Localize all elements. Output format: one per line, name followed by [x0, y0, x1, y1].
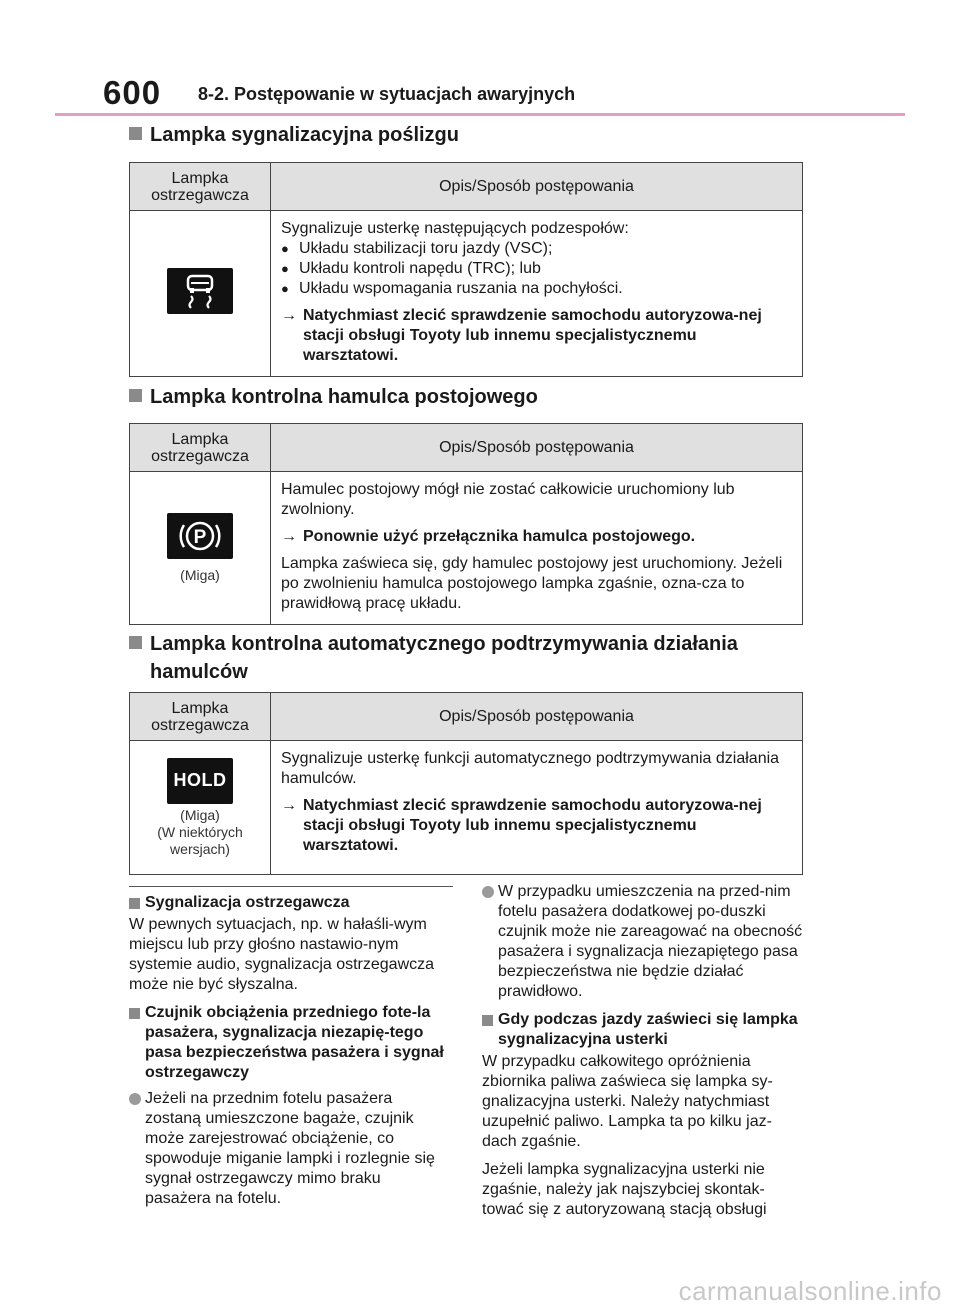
table-header-lamp: Lampka ostrzegawcza: [130, 424, 271, 472]
note-heading: Czujnik obciążenia przedniego fote-la pasażera, sygnalizacja niezapię-tego pasa bezpieczeństwa pasażera i sygnał ostrzegawczy: [129, 1003, 449, 1083]
lamp-icon-cell: [130, 472, 271, 625]
table-header-description: Opis/Sposób postępowania: [271, 424, 803, 472]
lamp-description-cell: Hamulec postojowy mógł nie zostać całkowicie uruchomiony lub zwolniony. → Ponownie użyć przełącznika hamulca postojowego. Lampka zaświeca się, gdy hamulec postojowy jest uruchomiony. Jeżeli po zwolnieniu hamulca postojowego lampka zgaśnie, ozna-cza to prawidłową pracę układu.: [271, 472, 803, 625]
lamp-description-cell: Sygnalizuje usterkę następujących podzespołów: ● Układu stabilizacji toru jazdy (VSC); ● Układu kontroli napędu (TRC); lub ● Układu wspomagania ruszania na pochyłości. → Natychmiast zlecić sprawdzenie samochodu autoryzowa-nej stacji obsługi Toyoty lub innemu specjalistycznemu warsztatowi.: [271, 211, 803, 377]
table-header-description: Opis/Sposób postępowania: [271, 163, 803, 211]
note-paragraph: W przypadku całkowitego opróżnienia zbiornika paliwa zaświeca się lampka sy-gnalizacyjna usterki. Należy natychmiast uzupełnić paliwo. Lampka ta po kilku jaz-dach zgaśnie.: [482, 1053, 773, 1150]
page-number: 600: [103, 74, 162, 111]
arrow-icon: →: [281, 307, 297, 324]
note-paragraph: Jeżeli lampka sygnalizacyjna usterki nie zgaśnie, należy jak najszybciej skontak-tować się z autoryzowaną stacją obsługi: [482, 1161, 767, 1218]
section-title-brake-hold: Lampka kontrolna automatycznego podtrzymywania działania hamulców: [129, 630, 738, 686]
list-item: W przypadku umieszczenia na przed-nim fotelu pasażera dodatkowej po-duszki czujnik może nie zareagować na obecność pasażera i sygnalizacja niezapiętego pasa bezpieczeństwa nie będzie działać prawidłowo.: [482, 882, 804, 1002]
round-bullet-icon: [482, 886, 494, 898]
arrow-icon: →: [281, 797, 297, 814]
lamp-icon-cell: [130, 211, 271, 377]
arrow-icon: →: [281, 528, 297, 545]
warning-table-brake-hold: [129, 692, 803, 875]
action-instruction: → Natychmiast zlecić sprawdzenie samochodu autoryzowa-nej stacji obsługi Toyoty lub innemu specjalistycznemu warsztatowi.: [281, 307, 762, 364]
note-paragraph: W pewnych sytuacjach, np. w hałaśli-wym miejscu lub przy głośno nastawio-nym systemie audio, sygnalizacja ostrzegawcza może nie być słyszalna.: [129, 916, 435, 993]
note-heading: Gdy podczas jazdy zaświeci się lampka sygnalizacyjna usterki: [482, 1010, 804, 1050]
warning-table-skid: [129, 162, 803, 377]
action-instruction: → Natychmiast zlecić sprawdzenie samochodu autoryzowa-nej stacji obsługi Toyoty lub innemu specjalistycznemu warsztatowi.: [281, 797, 762, 854]
chapter-title: 8-2. Postępowanie w sytuacjach awaryjnych: [198, 84, 576, 104]
list-item: ● Układu kontroli napędu (TRC); lub: [281, 259, 796, 279]
lamp-description-cell: Sygnalizuje usterkę funkcji automatycznego podtrzymywania działania hamulców. → Natychmiast zlecić sprawdzenie samochodu autoryzowa-nej stacji obsługi Toyoty lub innemu specjalistycznemu warsztatowi.: [271, 741, 803, 875]
warning-table-parking-brake: [129, 423, 803, 625]
notes-left-column: [129, 893, 449, 1209]
list-item: ● Układu wspomagania ruszania na pochyłości.: [281, 279, 796, 299]
square-bullet-icon: [129, 389, 142, 402]
square-bullet-icon: [129, 127, 142, 140]
list-item: ● Układu stabilizacji toru jazdy (VSC);: [281, 239, 796, 259]
hold-icon: HOLD: [167, 758, 233, 804]
notes-divider: [129, 886, 453, 887]
table-header-lamp: Lampka ostrzegawcza: [130, 163, 271, 211]
action-instruction: → Ponownie użyć przełącznika hamulca postojowego.: [281, 528, 696, 545]
section-title-parking-brake: Lampka kontrolna hamulca postojowego: [129, 383, 538, 411]
header-divider: [55, 113, 905, 116]
icon-caption: (Miga): [180, 566, 220, 583]
vehicle-skid-icon: [167, 268, 233, 314]
section-title-skid: Lampka sygnalizacyjna poślizgu: [129, 121, 459, 149]
page-header: [0, 0, 960, 118]
svg-text:P: P: [193, 526, 207, 548]
table-header-description: Opis/Sposób postępowania: [271, 693, 803, 741]
watermark: carmanualsonline.info: [678, 1276, 942, 1306]
square-bullet-icon: [129, 636, 142, 649]
table-header-lamp: Lampka ostrzegawcza: [130, 693, 271, 741]
lamp-icon-cell: [130, 741, 271, 875]
list-item: Jeżeli na przednim fotelu pasażera zostaną umieszczone bagaże, czujnik może zarejestrować obciążenie, co spowoduje miganie lampki i rozlegnie się sygnał ostrzegawczy mimo braku pasażera na fotelu.: [129, 1089, 449, 1209]
parking-brake-icon: [167, 513, 233, 559]
round-bullet-icon: [129, 1093, 141, 1105]
icon-caption: (Miga) (W niektórych wersjach): [157, 806, 243, 857]
note-heading: Sygnalizacja ostrzegawcza: [129, 893, 449, 913]
notes-right-column: [482, 882, 804, 1220]
